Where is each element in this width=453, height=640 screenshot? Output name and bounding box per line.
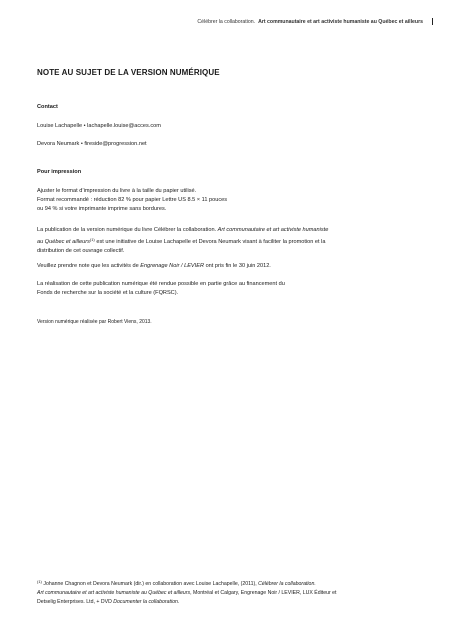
- note-paragraph: [37, 262, 337, 271]
- version-credit: Version numérique réalisée par Robert Viens, 2013.: [37, 319, 152, 325]
- funding-line-1: La réalisation de cette publication numérique été rendue possible en partie grâce au financement du: [37, 281, 285, 287]
- note-text-b: Engrenage Noir / LEVIER: [140, 263, 204, 269]
- pub-text-b: Art communautaire et art activiste humaniste: [217, 227, 329, 233]
- pub-text-d: est une initiative de Louise Lachapelle et Devora Neumark visant à faciliter la promotion et la: [96, 239, 326, 245]
- footnote: [37, 577, 367, 607]
- pub-text-e: distribution de cet ouvrage collectif.: [37, 248, 125, 254]
- print-line-1: Ajuster le format d’impression du livre à la taille du papier utilisé.: [37, 188, 197, 194]
- publication-paragraph: [37, 226, 347, 256]
- print-line-3: ou 94 % si votre imprimante imprime sans bordures.: [37, 206, 167, 212]
- pub-text-c: au Québec et ailleurs: [37, 239, 90, 245]
- header-subtitle: Art communautaire et art activiste humaniste au Québec et ailleurs: [258, 18, 423, 25]
- note-text-c: ont pris fin le 30 juin 2012.: [205, 263, 271, 269]
- footnote-text-f: Documenter la collaboration.: [113, 599, 180, 605]
- funding-paragraph: [37, 280, 337, 298]
- pub-text-a: La publication de la version numérique du livre Célébrer la collaboration.: [37, 227, 217, 233]
- note-text-a: Veuillez prendre note que les activités de: [37, 263, 139, 269]
- running-header: [197, 18, 433, 25]
- print-heading: Pour impression: [37, 169, 82, 175]
- footnote-ref: (1): [89, 237, 95, 242]
- footnote-text-d: , Montréal et Calgary, Engrenage Noir / LEVIER, LUX Éditeur et: [190, 590, 337, 596]
- footnote-number: (1): [37, 579, 42, 584]
- funding-line-2: Fonds de recherche sur la société et la culture (FQRSC).: [37, 290, 179, 296]
- footnote-text-b: Célébrer la collaboration.: [258, 581, 316, 587]
- contact-section: [37, 103, 337, 149]
- footnote-text-c: Art communautaire et art activiste humaniste au Québec et ailleurs: [37, 590, 191, 596]
- page-title: NOTE AU SUJET DE LA VERSION NUMÉRIQUE: [37, 68, 220, 77]
- contact-line-neumark: Devora Neumark • fireside@progression.net: [37, 141, 147, 147]
- contact-line-lachapelle: Louise Lachapelle • lachapelle.louise@acces.com: [37, 123, 161, 129]
- footnote-text-a: Johanne Chagnon et Devora Neumark (dir.) en collaboration avec Louise Lachapelle, (2011),: [43, 581, 257, 587]
- header-divider: [432, 18, 433, 25]
- footnote-text-e: Detselig Enterprises. Ltd, + DVD: [37, 599, 112, 605]
- contact-heading: Contact: [37, 104, 58, 110]
- header-book-title: Célébrer la collaboration.: [197, 18, 256, 25]
- print-section: [37, 168, 337, 214]
- print-line-2: Format recommandé : réduction 82 % pour papier Lettre US 8.5 × 11 pouces: [37, 197, 228, 203]
